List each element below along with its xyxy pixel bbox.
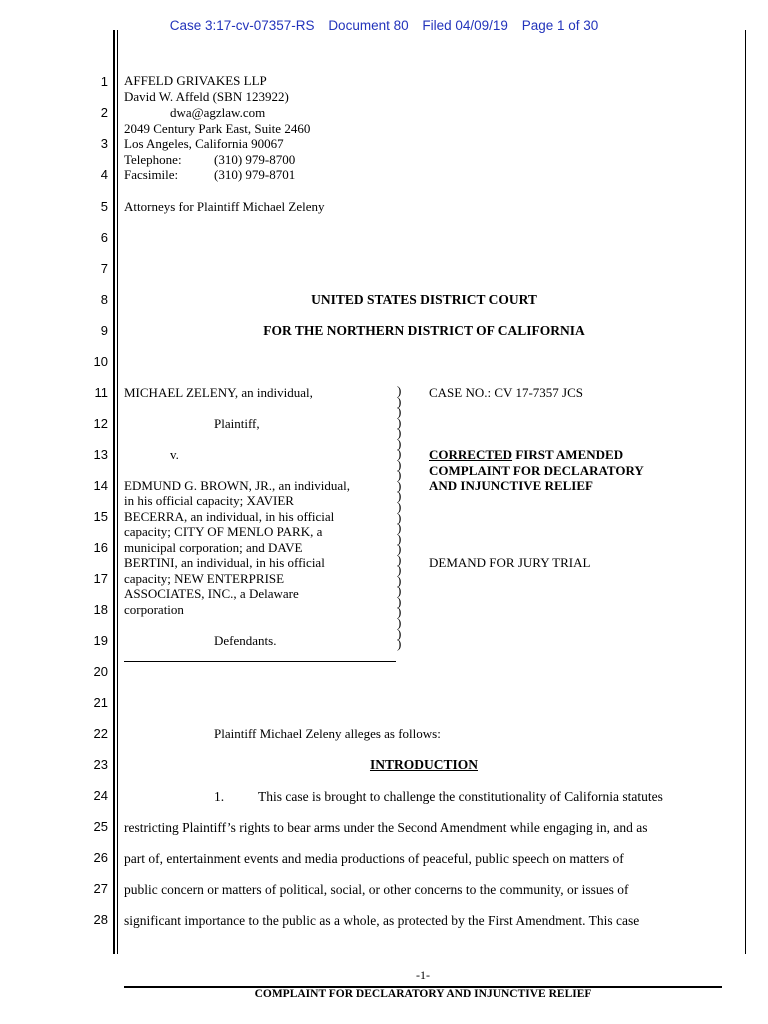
firm-name: AFFELD GRIVAKES LLP <box>124 73 267 88</box>
jury-demand: DEMAND FOR JURY TRIAL <box>429 555 591 570</box>
address-line-1: 2049 Century Park East, Suite 2460 <box>124 121 311 136</box>
line-number: 24 <box>93 788 108 803</box>
defendants-line: BERTINI, an individual, in his official <box>124 555 325 570</box>
filed-date: Filed 04/09/19 <box>422 18 508 33</box>
filing-header <box>0 18 768 33</box>
case-no: CASE NO.: CV 17-7357 JCS <box>429 385 583 400</box>
court-district: FOR THE NORTHERN DISTRICT OF CALIFORNIA <box>263 323 585 338</box>
attorney-name: David W. Affeld (SBN 123922) <box>124 89 289 104</box>
line-number: 19 <box>93 633 108 648</box>
line-number: 23 <box>93 757 108 772</box>
line-number: 2 <box>100 105 108 120</box>
line-number: 25 <box>93 819 108 834</box>
line-number: 15 <box>93 509 108 524</box>
court-name: UNITED STATES DISTRICT COURT <box>311 292 537 307</box>
amended-label: FIRST AMENDED <box>512 447 624 462</box>
page-count: Page 1 of 30 <box>521 18 599 33</box>
line-number: 11 <box>94 385 108 400</box>
defendants-line: capacity; CITY OF MENLO PARK, a <box>124 524 323 539</box>
defendants-line: in his official capacity; XAVIER <box>124 493 294 508</box>
line-number: 22 <box>93 726 108 741</box>
defendants-line: EDMUND G. BROWN, JR., an individual, <box>124 478 351 493</box>
left-margin-rule-inner <box>117 30 118 954</box>
complaint-title-line-2: COMPLAINT FOR DECLARATORY <box>429 463 644 478</box>
line-number: 21 <box>93 695 108 710</box>
line-number: 26 <box>93 850 108 865</box>
section-heading: INTRODUCTION <box>369 757 478 772</box>
line-number: 3 <box>100 136 108 151</box>
line-number: 20 <box>93 664 108 679</box>
line-number: 27 <box>93 881 108 896</box>
defendants-line: corporation <box>124 602 184 617</box>
line-number: 14 <box>93 478 108 493</box>
attorneys-for: Attorneys for Plaintiff Michael Zeleny <box>124 199 325 214</box>
telephone-label: Telephone: <box>124 152 182 167</box>
caption-rule <box>124 661 396 662</box>
alleges-statement: Plaintiff Michael Zeleny alleges as follows: <box>214 726 441 741</box>
defendants-role: Defendants. <box>214 633 277 648</box>
facsimile-number: (310) 979-8701 <box>214 167 296 182</box>
facsimile-label: Facsimile: <box>124 167 179 182</box>
attorney-email: dwa@agzlaw.com <box>170 105 266 120</box>
plaintiff-role: Plaintiff, <box>214 416 260 431</box>
body-line: This case is brought to challenge the constitutionality of California statutes <box>258 789 663 804</box>
line-number: 5 <box>100 199 108 214</box>
caption-parentheses: ) ) ) ) ) ) ) ) ) ) ) ) ) ) ) ) ) ) ) ) ) ) ) ) ) <box>397 383 402 652</box>
right-margin-rule <box>745 30 746 954</box>
telephone-number: (310) 979-8700 <box>214 152 296 167</box>
body-line: restricting Plaintiff’s rights to bear arms under the Second Amendment while engaging in, and as <box>124 820 648 835</box>
complaint-title-line-3: AND INJUNCTIVE RELIEF <box>429 478 593 493</box>
line-number: 17 <box>93 571 108 586</box>
line-number: 18 <box>93 602 108 617</box>
line-number: 16 <box>93 540 108 555</box>
body-line: significant importance to the public as a whole, as protected by the First Amendment. This case <box>124 913 640 928</box>
body-line: part of, entertainment events and media productions of peaceful, public speech on matters of <box>124 851 624 866</box>
page-number: -1- <box>416 968 430 982</box>
line-number: 13 <box>93 447 108 462</box>
paragraph-number: 1. <box>214 789 225 804</box>
defendants-line: ASSOCIATES, INC., a Delaware <box>124 586 299 601</box>
defendants-line: capacity; NEW ENTERPRISE <box>124 571 285 586</box>
plaintiff-name: MICHAEL ZELENY, an individual, <box>124 385 313 400</box>
complaint-title-line-1 <box>429 448 623 462</box>
line-number: 8 <box>100 292 108 307</box>
case-number: Case 3:17-cv-07357-RS <box>169 18 315 33</box>
line-number: 6 <box>100 230 108 245</box>
defendants-line: BECERRA, an individual, in his official <box>124 509 335 524</box>
versus: v. <box>170 447 179 462</box>
corrected-label: CORRECTED <box>429 447 513 462</box>
body-line: public concern or matters of political, social, or other concerns to the community, or issues of <box>124 882 629 897</box>
line-number: 10 <box>93 354 108 369</box>
line-number: 1 <box>100 74 108 89</box>
line-number: 4 <box>100 167 108 182</box>
defendants-line: municipal corporation; and DAVE <box>124 540 303 555</box>
line-number: 7 <box>100 261 108 276</box>
footer-title: COMPLAINT FOR DECLARATORY AND INJUNCTIVE RELIEF <box>254 988 592 1000</box>
document-number: Document 80 <box>328 18 409 33</box>
line-number: 12 <box>93 416 108 431</box>
address-line-2: Los Angeles, California 90067 <box>124 136 284 151</box>
left-margin-rule-outer <box>113 30 115 954</box>
line-number: 28 <box>93 912 108 927</box>
line-number: 9 <box>100 323 108 338</box>
